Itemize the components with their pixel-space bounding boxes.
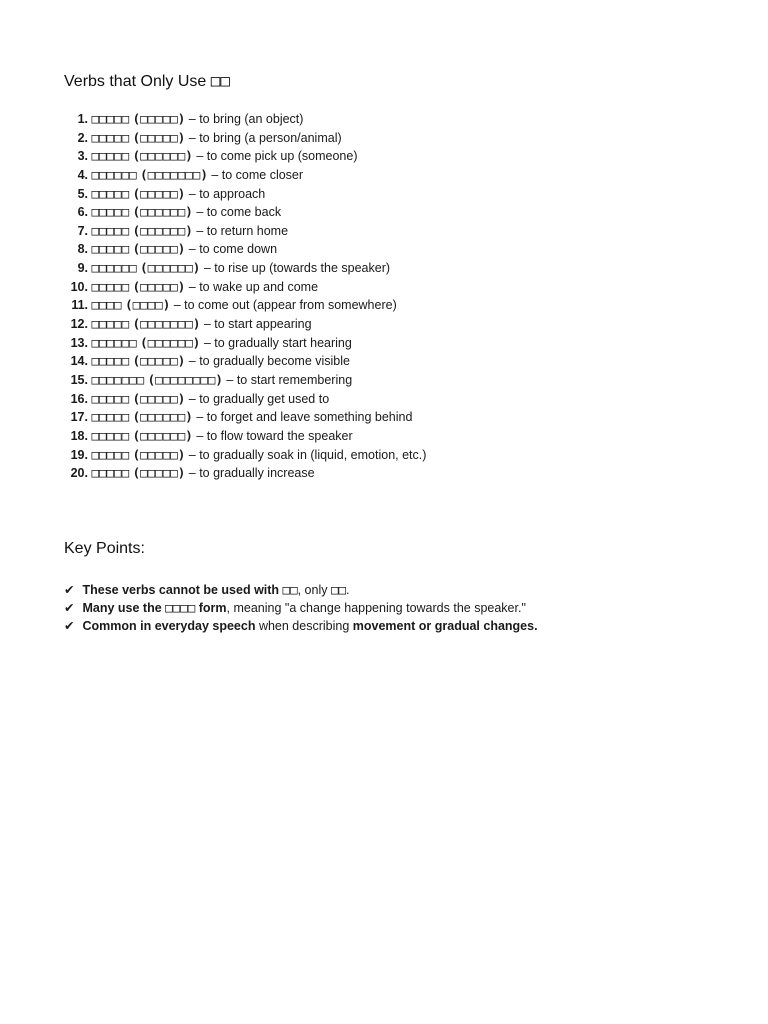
verb-item [64, 334, 426, 353]
verb-word: □□□□□ [91, 222, 130, 238]
verb-reading: (□□□□□) [132, 185, 186, 201]
verb-reading: (□□□□□□) [132, 409, 193, 425]
verb-reading: (□□□□□□) [140, 260, 201, 276]
verb-reading: (□□□□□□) [132, 148, 193, 164]
verb-number: 3. [77, 149, 88, 164]
key-point-2-bold-a: Many use the [82, 601, 162, 615]
verb-meaning: – to return home [196, 223, 289, 238]
verb-meaning: – to wake up and come [188, 279, 319, 294]
verb-word: □□□□□ [91, 409, 130, 425]
key-point-2 [64, 599, 538, 617]
verb-meaning: – to bring (a person/animal) [188, 130, 342, 145]
verb-word: □□□□□ [91, 129, 130, 145]
verb-reading: (□□□□) [125, 297, 171, 313]
verb-item [64, 296, 426, 315]
verb-reading: (□□□□□) [132, 111, 186, 126]
verb-item [64, 464, 426, 483]
verb-item [64, 278, 426, 297]
verb-word: □□□□□ [91, 465, 130, 481]
verb-reading: (□□□□□□□) [132, 316, 201, 332]
checkmark-icon: ✔ [64, 583, 75, 597]
title-glyphs: □□ [210, 71, 231, 90]
verb-meaning: – to gradually soak in (liquid, emotion, etc.) [188, 447, 427, 462]
verb-meaning: – to forget and leave something behind [196, 410, 413, 425]
verb-number: 9. [77, 261, 88, 276]
verb-list [64, 110, 426, 483]
verb-item [64, 352, 426, 371]
verb-word: □□□□□ [91, 427, 130, 443]
verb-word: □□□□□ [91, 148, 130, 164]
verb-meaning: – to come closer [211, 167, 304, 182]
key-point-2-glyph: □□□□ [165, 600, 196, 615]
verb-meaning: – to bring (an object) [188, 112, 304, 126]
verb-number: 6. [77, 205, 88, 220]
verb-item [64, 390, 426, 409]
key-points-heading: Key Points: [64, 540, 145, 557]
verb-number: 17. [70, 410, 88, 425]
key-point-1-bold: These verbs cannot be used with [82, 583, 280, 597]
key-point-2-bold-b: form [198, 601, 227, 615]
key-point-1-end: . [346, 583, 350, 597]
verb-number: 13. [70, 335, 88, 350]
verb-word: □□□□□ [91, 204, 130, 220]
verb-item [64, 110, 426, 129]
verb-reading: (□□□□□) [132, 241, 186, 257]
verb-word: □□□□□□ [91, 260, 137, 276]
verb-word: □□□□□ [91, 446, 130, 462]
verb-word: □□□□□ [91, 278, 130, 294]
verb-word: □□□□ [91, 297, 122, 313]
verb-number: 18. [70, 428, 88, 443]
verb-meaning: – to gradually start hearing [203, 335, 352, 350]
verb-reading: (□□□□□□□□) [147, 371, 223, 387]
verb-number: 4. [77, 167, 88, 182]
verb-word: □□□□□ [91, 316, 130, 332]
verb-meaning: – to start appearing [203, 317, 312, 332]
verb-reading: (□□□□□) [132, 446, 186, 462]
key-point-2-rest: , meaning "a change happening towards the speaker." [226, 601, 526, 615]
verb-number: 11. [71, 298, 88, 313]
verb-item [64, 147, 426, 166]
verb-word: □□□□□ [91, 185, 130, 201]
verb-reading: (□□□□□□) [132, 427, 193, 443]
key-point-1-mid: , only [297, 583, 328, 597]
key-point-1 [64, 581, 538, 599]
verb-number: 16. [70, 391, 88, 406]
checkmark-icon: ✔ [64, 619, 75, 633]
key-point-3-bold-b: movement or gradual changes. [352, 619, 538, 633]
verb-item [64, 129, 426, 148]
verb-reading: (□□□□□) [132, 390, 186, 406]
verb-reading: (□□□□□□) [140, 334, 201, 350]
verb-meaning: – to start remembering [226, 372, 353, 387]
verb-number: 10. [70, 279, 88, 294]
verb-reading: (□□□□□) [132, 129, 186, 145]
verb-meaning: – to approach [188, 186, 266, 201]
verb-word: □□□□□ [91, 390, 130, 406]
key-point-3 [64, 617, 538, 635]
verb-meaning: – to come down [188, 242, 278, 257]
verb-item [64, 371, 426, 390]
verb-item [64, 408, 426, 427]
verb-item [64, 166, 426, 185]
verb-reading: (□□□□□□) [132, 204, 193, 220]
verb-number: 14. [70, 354, 88, 369]
verb-meaning: – to rise up (towards the speaker) [203, 261, 391, 276]
page-title [64, 71, 230, 91]
verb-word: □□□□□□ [91, 334, 137, 350]
verb-word: □□□□□ [91, 111, 130, 126]
verb-item [64, 315, 426, 334]
verb-number: 1. [77, 112, 88, 126]
verb-meaning: – to come out (appear from somewhere) [173, 298, 397, 313]
verb-number: 19. [70, 447, 88, 462]
verb-word: □□□□□ [91, 353, 130, 369]
verb-meaning: – to come back [196, 205, 282, 220]
key-point-3-bold-a: Common in everyday speech [82, 619, 256, 633]
verb-reading: (□□□□□) [132, 278, 186, 294]
verb-item [64, 222, 426, 241]
verb-reading: (□□□□□) [132, 465, 186, 481]
verb-number: 8. [77, 242, 88, 257]
verb-item [64, 259, 426, 278]
verb-number: 7. [77, 223, 88, 238]
verb-meaning: – to gradually get used to [188, 391, 330, 406]
verb-word: □□□□□□ [91, 166, 137, 182]
verb-number: 15. [70, 372, 88, 387]
verb-meaning: – to flow toward the speaker [196, 428, 353, 443]
verb-word: □□□□□□□ [91, 371, 145, 387]
checkmark-icon: ✔ [64, 601, 75, 615]
verb-number: 20. [70, 466, 88, 481]
verb-meaning: – to gradually become visible [188, 354, 350, 369]
verb-number: 12. [70, 317, 88, 332]
key-point-3-mid: when describing [258, 619, 350, 633]
verb-item [64, 446, 426, 465]
verb-word: □□□□□ [91, 241, 130, 257]
verb-reading: (□□□□□□) [132, 222, 193, 238]
verb-reading: (□□□□□) [132, 353, 186, 369]
verb-item [64, 185, 426, 204]
key-point-1-glyph-a: □□ [282, 582, 298, 597]
verb-meaning: – to come pick up (someone) [196, 149, 358, 164]
verb-number: 2. [77, 130, 88, 145]
key-point-1-glyph-b: □□ [330, 582, 347, 597]
verb-item [64, 427, 426, 446]
key-points-list [64, 581, 538, 635]
verb-meaning: – to gradually increase [188, 466, 315, 481]
verb-reading: (□□□□□□□) [140, 166, 208, 182]
verb-item [64, 240, 426, 259]
verb-number: 5. [77, 186, 88, 201]
title-text: Verbs that Only Use [64, 73, 207, 90]
verb-item [64, 203, 426, 222]
